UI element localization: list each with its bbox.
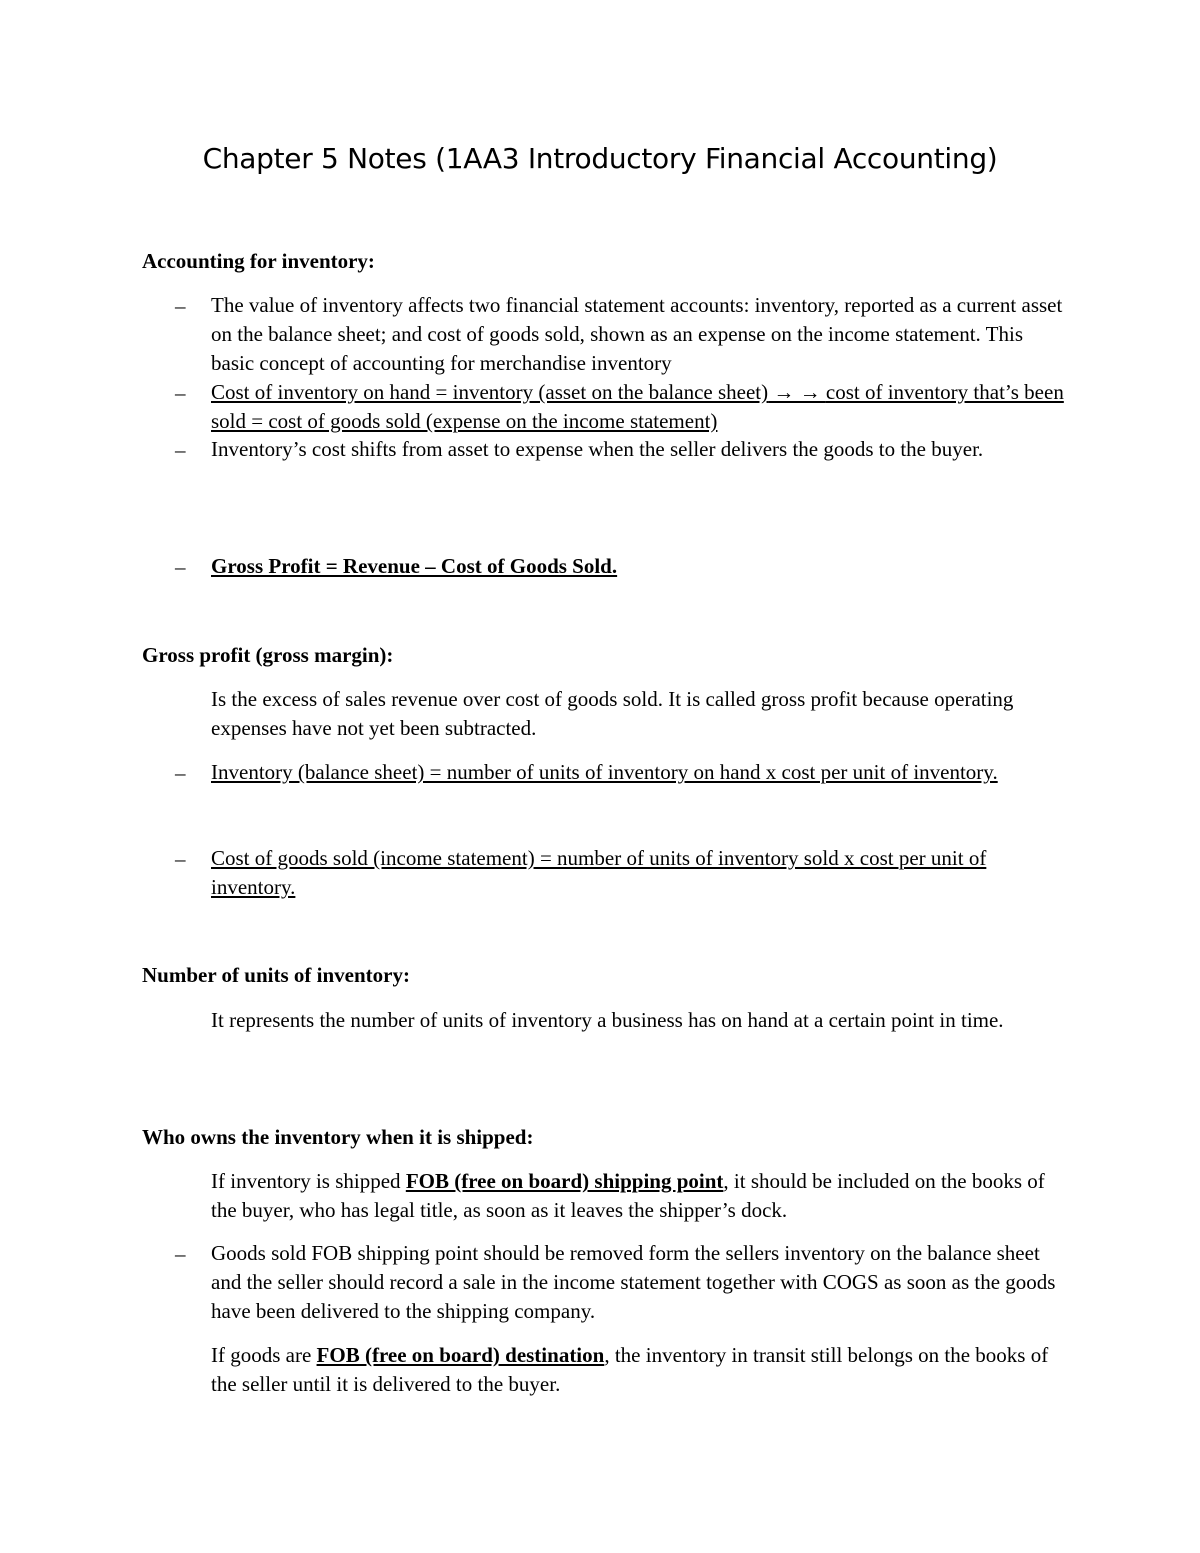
bullet-inventory-accounts: The value of inventory affects two financial statement accounts: inventory, reported as a current asset on the balance sheet; and cost of goods sold, shown as an expense on the income statement. This basic concept of accounting for merchandise inventory: [211, 293, 1063, 375]
arrow-icon: → →: [768, 380, 826, 404]
gross-profit-definition: Is the excess of sales revenue over cost of goods sold. It is called gross profit because operating expenses have not yet been subtracted.: [211, 687, 1014, 740]
bullet-gross-profit-formula: Gross Profit = Revenue – Cost of Goods Sold.: [211, 554, 618, 578]
fob-destination-intro: If goods are: [211, 1343, 317, 1367]
fob-destination-rest: , the inventory in transit still belongs on the books of the seller until it is delivered to the buyer.: [211, 1343, 1049, 1396]
section-heading-accounting-inventory: Accounting for inventory:: [142, 249, 375, 273]
cost-on-hand-text: Cost of inventory on hand = inventory (asset on the balance sheet): [211, 380, 769, 404]
bullet-marker: –: [175, 1242, 186, 1266]
section-heading-gross-profit: Gross profit (gross margin):: [142, 643, 394, 667]
fob-shipping-point-paragraph: [211, 1167, 1071, 1225]
fob-shipping-point-term: FOB (free on board) shipping point: [405, 1169, 724, 1193]
fob-destination-term: FOB (free on board) destination: [316, 1343, 605, 1367]
cost-sold-text: cost of inventory that’s been sold = cost of goods sold (expense on the income statement): [211, 380, 1064, 433]
fob-shipping-rest: , it should be included on the books of the buyer, who has legal title, as soon as it leaves the shipper’s dock.: [211, 1169, 1045, 1222]
fob-destination-paragraph: [211, 1341, 1071, 1399]
page-title: Chapter 5 Notes (1AA3 Introductory Financial Accounting): [202, 142, 998, 175]
bullet-cogs-income-statement: Cost of goods sold (income statement) = number of units of inventory sold x cost per unit of inventory.: [211, 846, 987, 899]
bullet-cost-on-hand: [211, 378, 1071, 436]
bullet-marker: –: [175, 381, 186, 405]
bullet-cost-shift: Inventory’s cost shifts from asset to expense when the seller delivers the goods to the buyer.: [211, 437, 984, 461]
bullet-inventory-balance-sheet: Inventory (balance sheet) = number of units of inventory on hand x cost per unit of inventory.: [211, 760, 998, 784]
units-definition: It represents the number of units of inventory a business has on hand at a certain point in time.: [211, 1008, 1004, 1032]
bullet-marker: –: [175, 438, 186, 462]
bullet-marker: –: [175, 761, 186, 785]
bullet-marker: –: [175, 847, 186, 871]
bullet-marker: –: [175, 294, 186, 318]
bullet-goods-sold-fob: Goods sold FOB shipping point should be removed form the sellers inventory on the balance sheet and the seller should record a sale in the income statement together with COGS as soon as the goods have been delivered to the shipping company.: [211, 1241, 1056, 1323]
section-heading-units: Number of units of inventory:: [142, 963, 410, 987]
fob-shipping-intro: If inventory is shipped: [211, 1169, 406, 1193]
bullet-marker: –: [175, 555, 186, 579]
section-heading-ownership: Who owns the inventory when it is shipped:: [142, 1125, 534, 1149]
